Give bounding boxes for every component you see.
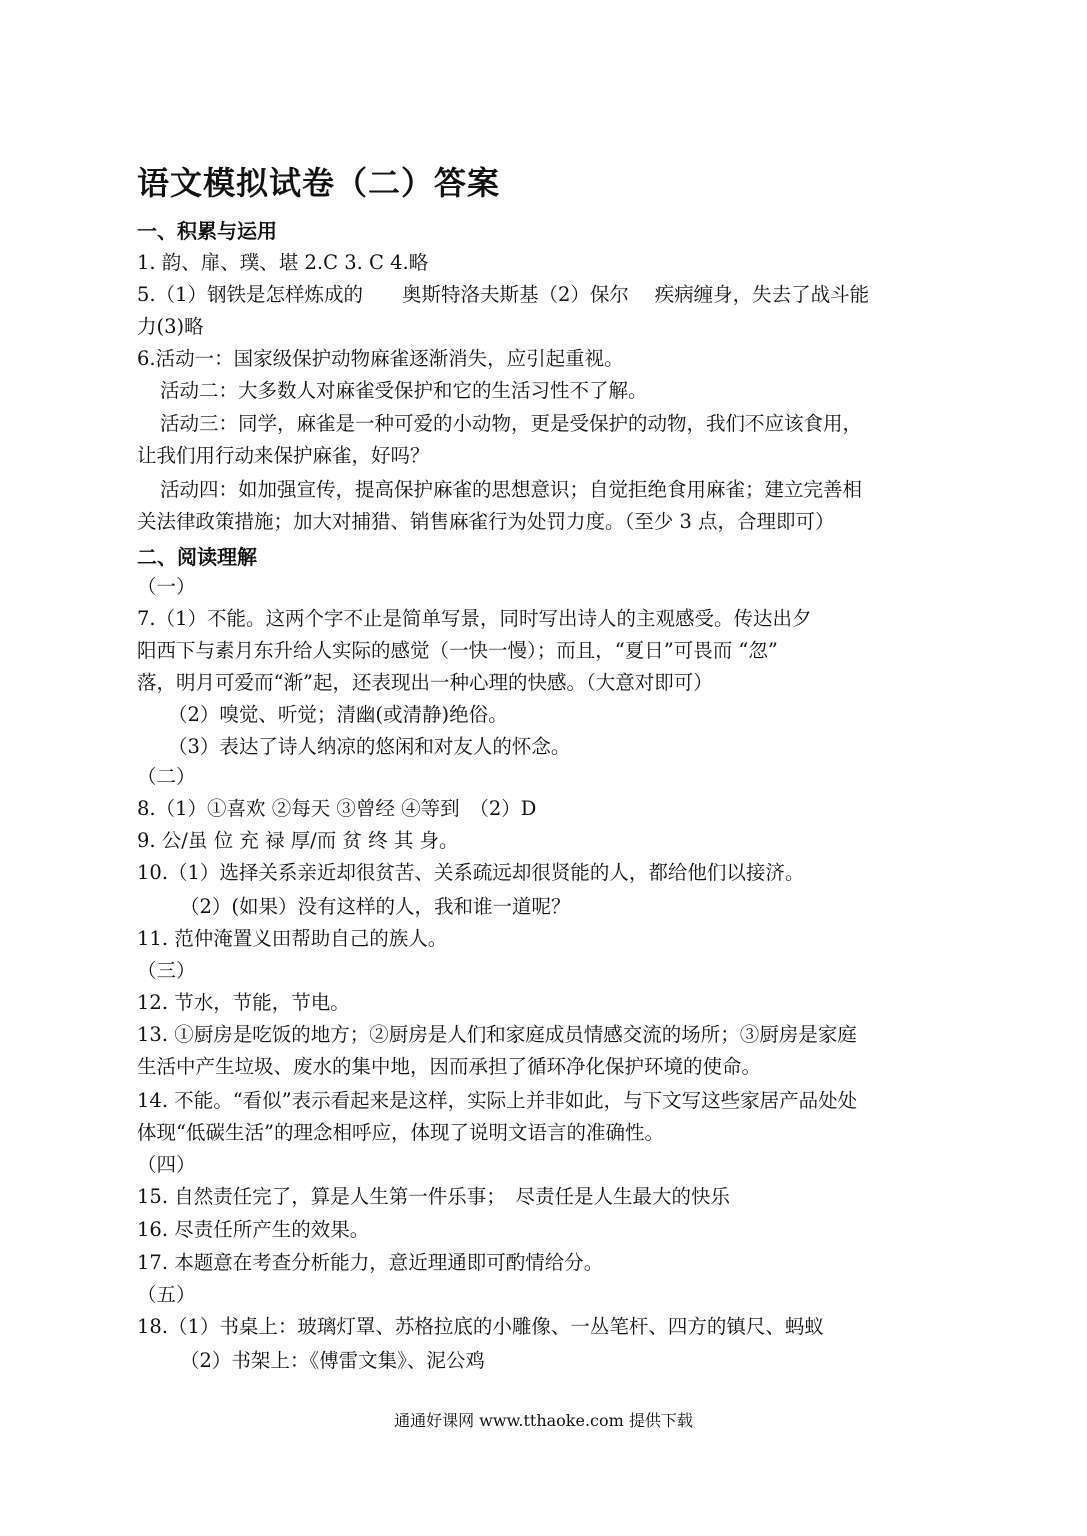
subsection-label: （一） xyxy=(137,575,196,598)
answer-line: （3）表达了诗人纳凉的悠闲和对友人的怀念。 xyxy=(168,735,571,758)
answer-line: 活动四：如加强宣传，提高保护麻雀的思想意识；自觉拒绝食用麻雀；建立完善相 xyxy=(160,478,863,501)
footer-text: 通通好课网 www.tthaoke.com 提供下载 xyxy=(394,1411,693,1430)
answer-line: 8.（1）①喜欢 ②每天 ③曾经 ④等到 （2）D xyxy=(137,797,537,820)
answer-line: 9. 公/虽 位 充 禄 厚/而 贫 终 其 身。 xyxy=(137,829,459,852)
section-heading-accumulation: 一、积累与运用 xyxy=(137,219,277,243)
answer-line: 14. 不能。“看似”表示看起来是这样，实际上并非如此，与下文写这些家居产品处处 xyxy=(137,1089,858,1112)
answer-line: 12. 节水，节能，节电。 xyxy=(137,991,350,1014)
subsection-label: （四） xyxy=(137,1153,196,1176)
answer-line: 6.活动一：国家级保护动物麻雀逐渐消失，应引起重视。 xyxy=(137,347,624,370)
answer-line: （2）嗅觉、听觉；清幽(或清静)绝俗。 xyxy=(168,703,508,726)
subsection-label: （五） xyxy=(137,1283,196,1306)
answer-line: 15. 自然责任完了，算是人生第一件乐事； 尽责任是人生最大的快乐 xyxy=(137,1185,730,1208)
answer-line: 关法律政策措施；加大对捕猎、销售麻雀行为处罚力度。（至少 3 点，合理即可） xyxy=(137,510,835,533)
answer-line: 1. 韵、扉、璞、堪 2.C 3. C 4.略 xyxy=(137,251,429,274)
answer-line: 13. ①厨房是吃饭的地方；②厨房是人们和家庭成员情感交流的场所；③厨房是家庭 xyxy=(137,1023,857,1046)
page-title: 语文模拟试卷（二）答案 xyxy=(137,164,501,202)
subsection-label: （三） xyxy=(137,959,196,982)
answer-line: 18.（1）书桌上：玻璃灯罩、苏格拉底的小雕像、一丛笔杆、四方的镇尺、蚂蚁 xyxy=(137,1315,824,1338)
answer-line: 阳西下与素月东升给人实际的感觉（一快一慢）；而且，“夏日”可畏而 “忽” xyxy=(137,639,778,662)
answer-line: 17. 本题意在考查分析能力，意近理通即可酌情给分。 xyxy=(137,1251,604,1274)
answer-line: 10.（1）选择关系亲近却很贫苦、关系疏远却很贤能的人，都给他们以接济。 xyxy=(137,861,805,884)
answer-line: （2）书架上：《傅雷文集》、泥公鸡 xyxy=(180,1349,485,1372)
answer-line: 活动三：同学，麻雀是一种可爱的小动物，更是受保护的动物，我们不应该食用， xyxy=(160,412,863,435)
subsection-label: （二） xyxy=(137,765,196,788)
answer-line: 活动二：大多数人对麻雀受保护和它的生活习性不了解。 xyxy=(160,379,648,402)
answer-line: 让我们用行动来保护麻雀，好吗？ xyxy=(137,444,430,467)
answer-line: （2）(如果）没有这样的人，我和谁一道呢？ xyxy=(180,895,571,918)
answer-line: 16. 尽责任所产生的效果。 xyxy=(137,1218,370,1241)
answer-line: 落，明月可爱而“渐”起，还表现出一种心理的快感。（大意对即可） xyxy=(137,671,713,694)
answer-line: 11. 范仲淹置义田帮助自己的族人。 xyxy=(137,927,448,950)
answer-line: 生活中产生垃圾、废水的集中地，因而承担了循环净化保护环境的使命。 xyxy=(137,1055,762,1078)
answer-line: 7.（1）不能。这两个字不止是简单写景，同时写出诗人的主观感受。传达出夕 xyxy=(137,607,812,630)
answer-line: 力(3)略 xyxy=(137,315,204,338)
section-heading-reading: 二、阅读理解 xyxy=(137,545,257,569)
answer-line: 5.（1）钢铁是怎样炼成的 奥斯特洛夫斯基（2）保尔 疾病缠身，失去了战斗能 xyxy=(137,283,870,306)
answer-line: 体现“低碳生活”的理念相呼应，体现了说明文语言的准确性。 xyxy=(137,1121,664,1144)
